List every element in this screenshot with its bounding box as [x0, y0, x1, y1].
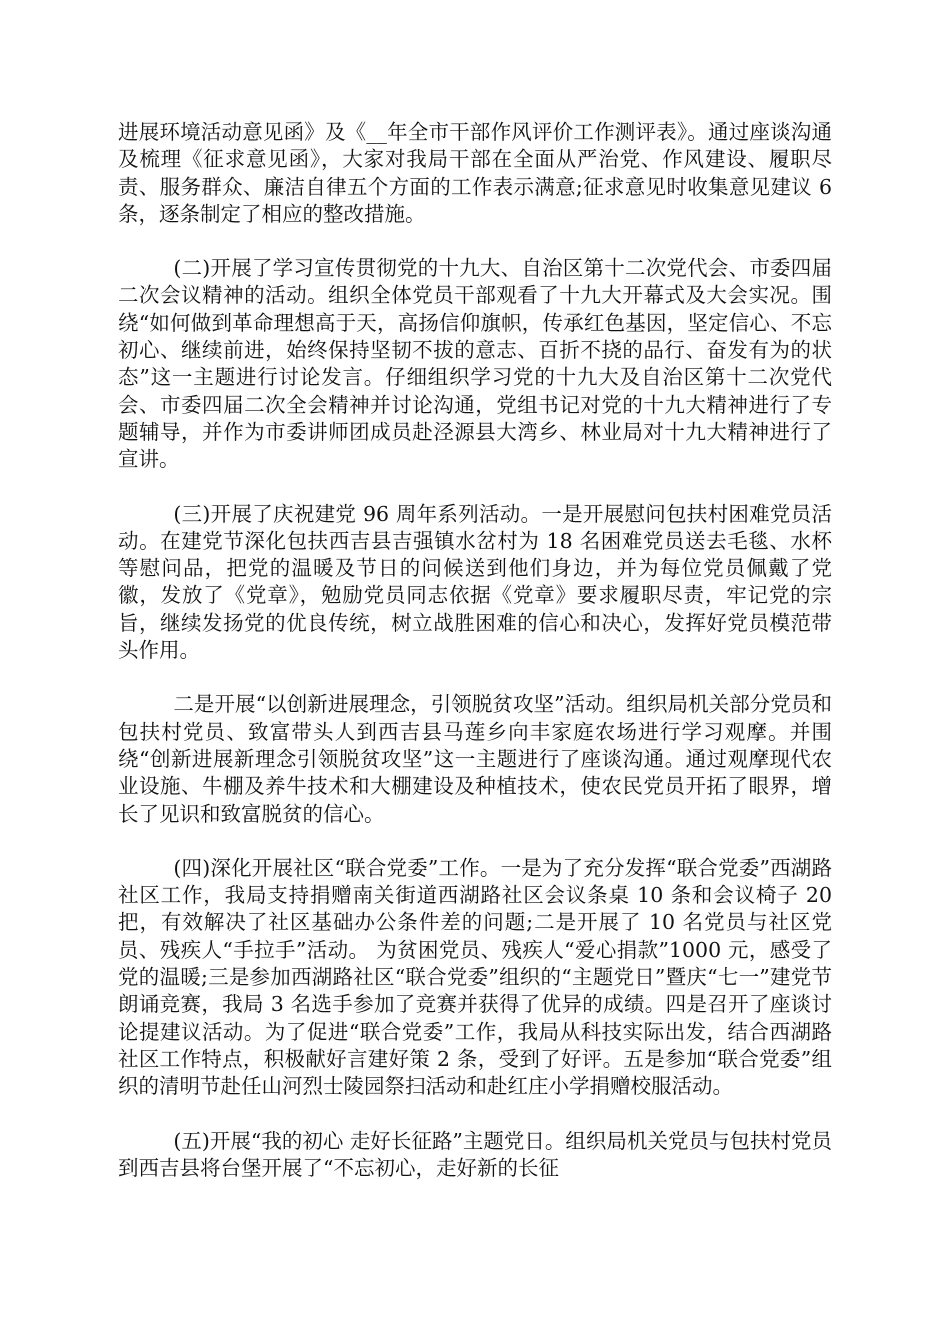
paragraph-gap: [118, 474, 832, 501]
paragraph-gap: [118, 1101, 832, 1128]
paragraph-section-3-part-2: 二是开展“以创新进展理念，引领脱贫攻坚”活动。组织局机关部分党员和包扶村党员、致富带头人到西吉县马莲乡向丰家庭农场进行学习观摩。并围绕“创新进展新理念引领脱贫攻坚”这一主题进行了座谈沟通。通过观摩现代农业设施、牛棚及养牛技术和大棚建设及种植技术，使农民党员开拓了眼界，增长了见识和致富脱贫的信心。: [118, 692, 832, 826]
paragraph-gap: [118, 228, 832, 255]
paragraph-gap: [118, 828, 832, 855]
paragraph-intro-continuation: 进展环境活动意见函》及《__年全市干部作风评价工作测评表》。通过座谈沟通及梳理《征求意见函》，大家对我局干部在全面从严治党、作风建设、履职尽责、服务群众、廉洁自律五个方面的工作表示满意;征求意见时收集意见建议 6 条，逐条制定了相应的整改措施。: [118, 120, 832, 226]
document-body: [118, 119, 832, 1182]
paragraph-gap: [118, 664, 832, 691]
paragraph-section-4: (四)深化开展社区“联合党委”工作。一是为了充分发挥“联合党委”西湖路社区工作，我局支持捐赠南关街道西湖路社区会议条桌 10 条和会议椅子 20 把，有效解决了社区基础办公条件差的问题;二是开展了 10 名党员与社区党员、残疾人“手拉手”活动。 为贫困党员、残疾人“爱心捐款”1000 元，感受了党的温暖;三是参加西湖路社区“联合党委”组织的“主题党日”暨庆“七一”建党节朗诵竞赛，我局 3 名选手参加了竞赛并获得了优异的成绩。四是召开了座谈讨论提建议活动。为了促进“联合党委”工作，我局从科技实际出发，结合西湖路社区工作特点，积极献好言建好策 2 条，受到了好评。五是参加“联合党委”组织的清明节赴任山河烈士陵园祭扫活动和赴红庄小学捐赠校服活动。: [118, 855, 832, 1099]
paragraph-section-3: (三)开展了庆祝建党 96 周年系列活动。一是开展慰问包扶村困难党员活动。在建党节深化包扶西吉县吉强镇水岔村为 18 名困难党员送去毛毯、水杯等慰问品，把党的温暖及节日的问候送到他们身边，并为每位党员佩戴了党徽，发放了《党章》，勉励党员同志依据《党章》要求履职尽责，牢记党的宗旨，继续发扬党的优良传统，树立战胜困难的信心和决心，发挥好党员模范带头作用。: [118, 501, 832, 663]
paragraph-section-2: (二)开展了学习宣传贯彻党的十九大、自治区第十二次党代会、市委四届二次会议精神的活动。组织全体党员干部观看了十九大开幕式及大会实况。围绕“如何做到革命理想高于天，高扬信仰旗帜，传承红色基因，坚定信心、不忘初心、继续前进，始终保持坚韧不拔的意志、百折不挠的品行、奋发有为的状态”这一主题进行讨论发言。仔细组织学习党的十九大及自治区第十二次党代会、市委四届二次全会精神并讨论沟通，党组书记对党的十九大精神进行了专题辅导，并作为市委讲师团成员赴泾源县大湾乡、林业局对十九大精神进行了宣讲。: [118, 256, 832, 472]
paragraph-section-5: (五)开展“我的初心 走好长征路”主题党日。组织局机关党员与包扶村党员到西吉县将台堡开展了“不忘初心，走好新的长征: [118, 1128, 832, 1180]
